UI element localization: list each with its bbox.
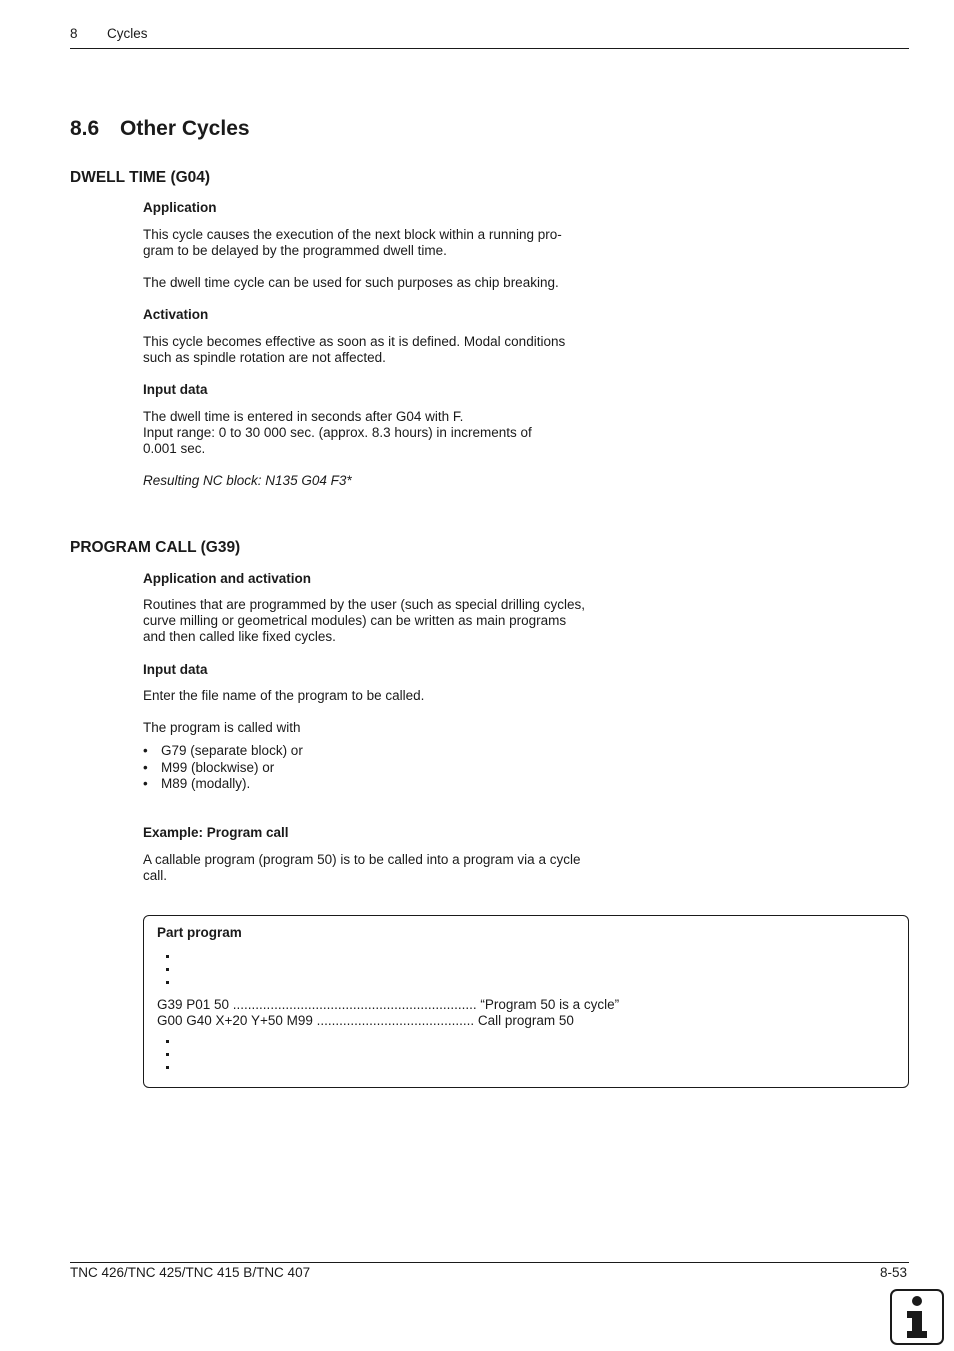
info-icon bbox=[890, 1289, 944, 1345]
text-line: and then called like fixed cycles. bbox=[143, 629, 336, 644]
part-program-box bbox=[143, 915, 909, 1088]
text-line: Routines that are programmed by the user (such as special drilling cycles, bbox=[143, 597, 585, 612]
progcall-input-text: Enter the file name of the program to be called. bbox=[143, 688, 425, 703]
chapter-title: Cycles bbox=[107, 26, 148, 41]
text-line: 0.001 sec. bbox=[143, 441, 206, 456]
dwell-heading: DWELL TIME (G04) bbox=[70, 169, 211, 186]
progcall-app-label: Application and activation bbox=[143, 571, 312, 586]
dwell-input-text bbox=[143, 409, 623, 457]
section-title bbox=[70, 117, 250, 141]
ellipsis-dots-bottom bbox=[166, 1040, 169, 1079]
dwell-nc-block: Resulting NC block: N135 G04 F3* bbox=[143, 473, 352, 488]
part-program-title: Part program bbox=[157, 925, 242, 940]
text-line: curve milling or geometrical modules) can be written as main programs bbox=[143, 613, 567, 628]
section-name: Other Cycles bbox=[120, 117, 250, 140]
footer-models: TNC 426/TNC 425/TNC 415 B/TNC 407 bbox=[70, 1265, 311, 1280]
section-number: 8.6 bbox=[70, 117, 100, 140]
text-line: This cycle becomes effective as soon as it is defined. Modal conditions bbox=[143, 334, 566, 349]
text-line: The dwell time is entered in seconds after G04 with F. bbox=[143, 409, 464, 424]
list-item: • M89 (modally). bbox=[143, 776, 303, 793]
chapter-number: 8 bbox=[70, 26, 78, 41]
footer-rule bbox=[70, 1262, 909, 1263]
code-line: G39 P01 50 ................................................................. “Program 50 is a cycle” bbox=[157, 997, 620, 1012]
text-line: Input range: 0 to 30 000 sec. (approx. 8.3 hours) in increments of bbox=[143, 425, 532, 440]
progcall-app-text bbox=[143, 597, 623, 645]
list-item: • M99 (blockwise) or bbox=[143, 760, 303, 777]
header-rule bbox=[70, 48, 909, 49]
progcall-heading: PROGRAM CALL (G39) bbox=[70, 539, 241, 556]
text-line: such as spindle rotation are not affected. bbox=[143, 350, 386, 365]
dwell-activation-text bbox=[143, 334, 623, 366]
page-number: 8-53 bbox=[879, 1265, 907, 1280]
code-line: G00 G40 X+20 Y+50 M99 .......................................... Call program 50 bbox=[157, 1013, 574, 1028]
progcall-called-with: The program is called with bbox=[143, 720, 301, 735]
running-header bbox=[70, 26, 148, 41]
call-methods-list bbox=[143, 743, 303, 793]
text-line: This cycle causes the execution of the next block within a running pro- bbox=[143, 227, 562, 242]
ellipsis-dots-top bbox=[166, 955, 169, 994]
dwell-application-text-2: The dwell time cycle can be used for such purposes as chip breaking. bbox=[143, 275, 559, 290]
dwell-application-text bbox=[143, 227, 623, 259]
example-text bbox=[143, 852, 623, 884]
list-item: • G79 (separate block) or bbox=[143, 743, 303, 760]
example-label: Example: Program call bbox=[143, 825, 289, 840]
progcall-input-label: Input data bbox=[143, 662, 208, 677]
text-line: A callable program (program 50) is to be called into a program via a cycle bbox=[143, 852, 581, 867]
dwell-application-label: Application bbox=[143, 200, 217, 215]
text-line: call. bbox=[143, 868, 168, 883]
dwell-input-label: Input data bbox=[143, 382, 208, 397]
text-line: gram to be delayed by the programmed dwell time. bbox=[143, 243, 447, 258]
dwell-activation-label: Activation bbox=[143, 307, 209, 322]
